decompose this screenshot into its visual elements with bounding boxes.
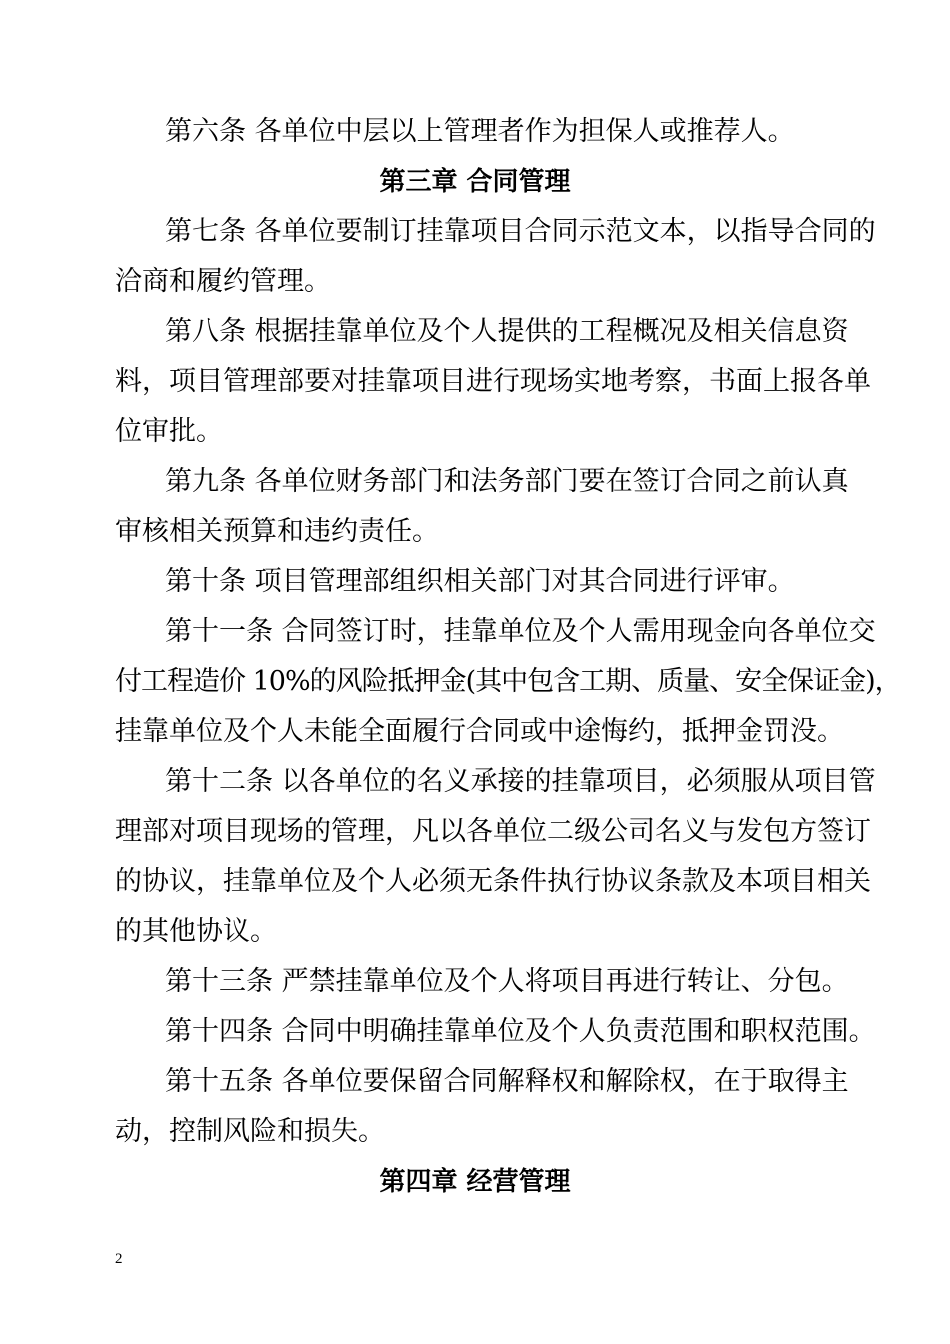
article-11-line-3: 挂靠单位及个人未能全面履行合同或中途悔约，抵押金罚没。	[115, 716, 844, 747]
article-8-line-2: 料，项目管理部要对挂靠项目进行现场实地考察，书面上报各单	[115, 366, 871, 397]
chapter-3-heading: 第三章 合同管理	[379, 167, 571, 197]
article-12-line-3: 的协议，挂靠单位及个人必须无条件执行协议条款及本项目相关	[115, 866, 871, 897]
article-12-line-4: 的其他协议。	[115, 916, 277, 947]
article-8-line-3: 位审批。	[115, 416, 223, 447]
article-15-line-1: 第十五条 各单位要保留合同解释权和解除权，在于取得主	[165, 1066, 849, 1097]
article-14: 第十四条 合同中明确挂靠单位及个人负责范围和职权范围。	[165, 1016, 876, 1047]
chapter-4-heading: 第四章 经营管理	[379, 1167, 571, 1197]
article-8-line-1: 第八条 根据挂靠单位及个人提供的工程概况及相关信息资	[165, 316, 849, 347]
article-9-line-2: 审核相关预算和违约责任。	[115, 516, 439, 547]
article-9-line-1: 第九条 各单位财务部门和法务部门要在签订合同之前认真	[165, 466, 849, 497]
article-13: 第十三条 严禁挂靠单位及个人将项目再进行转让、分包。	[165, 966, 849, 997]
article-6: 第六条 各单位中层以上管理者作为担保人或推荐人。	[165, 116, 795, 147]
article-11-line-1: 第十一条 合同签订时，挂靠单位及个人需用现金向各单位交	[165, 616, 876, 647]
page-number: 2	[115, 1251, 123, 1267]
article-11-line-2: 付工程造价 10%的风险抵押金(其中包含工期、质量、安全保证金)，	[115, 666, 901, 697]
article-12-line-2: 理部对项目现场的管理，凡以各单位二级公司名义与发包方签订	[115, 816, 871, 847]
article-12-line-1: 第十二条 以各单位的名义承接的挂靠项目，必须服从项目管	[165, 766, 876, 797]
article-15-line-2: 动，控制风险和损失。	[115, 1116, 385, 1147]
article-10: 第十条 项目管理部组织相关部门对其合同进行评审。	[165, 566, 795, 597]
article-7-line-2: 洽商和履约管理。	[115, 266, 331, 297]
article-7-line-1: 第七条 各单位要制订挂靠项目合同示范文本，以指导合同的	[165, 216, 876, 247]
